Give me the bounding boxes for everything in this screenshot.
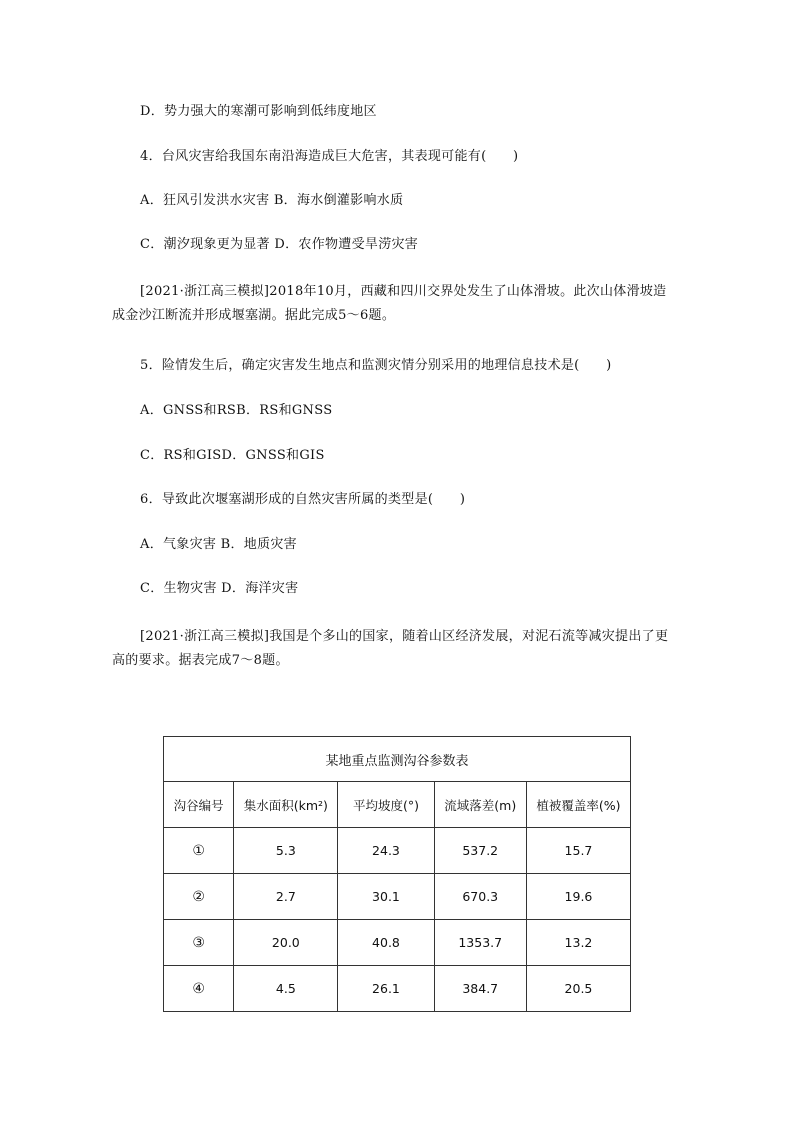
cell-vegetation-cover: 19.6 <box>526 874 630 920</box>
header-vegetation-cover: 植被覆盖率(%) <box>526 782 630 828</box>
cell-elevation-drop: 537.2 <box>434 828 526 874</box>
header-catchment-area: 集水面积(km²) <box>234 782 338 828</box>
cell-catchment-area: 4.5 <box>234 966 338 1012</box>
q4-stem: 4．台风灾害给我国东南沿海造成巨大危害，其表现可能有( ) <box>140 149 519 164</box>
q5-options-ab: A．GNSS和RSB．RS和GNSS <box>140 403 333 418</box>
valley-parameter-table <box>163 736 631 1012</box>
cell-vegetation-cover: 15.7 <box>526 828 630 874</box>
table-row <box>164 828 631 874</box>
cell-average-slope: 40.8 <box>338 920 434 966</box>
table-row <box>164 874 631 920</box>
q6-stem: 6．导致此次堰塞湖形成的自然灾害所属的类型是( ) <box>140 492 466 507</box>
table-row <box>164 920 631 966</box>
cell-valley-id: ① <box>164 828 234 874</box>
cell-elevation-drop: 1353.7 <box>434 920 526 966</box>
cell-vegetation-cover: 13.2 <box>526 920 630 966</box>
q3-option-d: D．势力强大的寒潮可影响到低纬度地区 <box>140 104 377 119</box>
cell-elevation-drop: 384.7 <box>434 966 526 1012</box>
table-row <box>164 966 631 1012</box>
cell-catchment-area: 5.3 <box>234 828 338 874</box>
intro-paragraph-7-8: [2021·浙江高三模拟]我国是个多山的国家，随着山区经济发展，对泥石流等减灾提出了更高的要求。据表完成7～8题。 <box>112 629 669 668</box>
q5-options-cd: C．RS和GISD．GNSS和GIS <box>140 448 325 463</box>
cell-valley-id: ② <box>164 874 234 920</box>
header-elevation-drop: 流域落差(m) <box>434 782 526 828</box>
cell-valley-id: ③ <box>164 920 234 966</box>
q5-stem: 5．险情发生后，确定灾害发生地点和监测灾情分别采用的地理信息技术是( ) <box>140 358 612 373</box>
cell-vegetation-cover: 20.5 <box>526 966 630 1012</box>
q4-options-ab: A．狂风引发洪水灾害 B．海水倒灌影响水质 <box>140 193 404 208</box>
cell-elevation-drop: 670.3 <box>434 874 526 920</box>
cell-catchment-area: 20.0 <box>234 920 338 966</box>
q4-options-cd: C．潮汐现象更为显著 D．农作物遭受旱涝灾害 <box>140 237 419 252</box>
table-header-row <box>164 782 631 828</box>
header-valley-id: 沟谷编号 <box>164 782 234 828</box>
table-title: 某地重点监测沟谷参数表 <box>164 737 631 782</box>
intro-paragraph-5-6: [2021·浙江高三模拟]2018年10月，西藏和四川交界处发生了山体滑坡。此次山体滑坡造成金沙江断流并形成堰塞湖。据此完成5～6题。 <box>112 284 667 323</box>
cell-valley-id: ④ <box>164 966 234 1012</box>
cell-average-slope: 24.3 <box>338 828 434 874</box>
header-average-slope: 平均坡度(°) <box>338 782 434 828</box>
cell-catchment-area: 2.7 <box>234 874 338 920</box>
q6-options-cd: C．生物灾害 D．海洋灾害 <box>140 581 299 596</box>
cell-average-slope: 30.1 <box>338 874 434 920</box>
q6-options-ab: A．气象灾害 B．地质灾害 <box>140 537 297 552</box>
cell-average-slope: 26.1 <box>338 966 434 1012</box>
